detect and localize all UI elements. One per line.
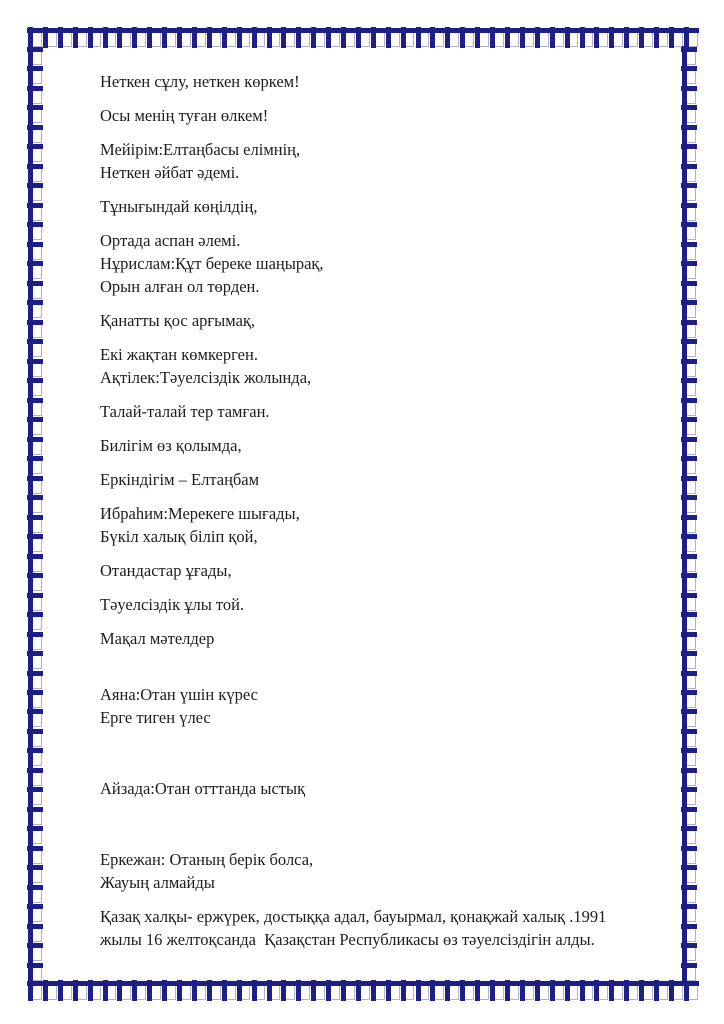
gamma-bracket-icon: [520, 28, 534, 47]
gamma-bracket-icon: [386, 981, 400, 1000]
gamma-bracket-icon: [682, 320, 696, 338]
gamma-bracket-icon: [682, 437, 696, 455]
gamma-bracket-icon: [682, 651, 696, 669]
gamma-bracket-icon: [28, 554, 42, 572]
gamma-bracket-icon: [43, 28, 57, 47]
gamma-bracket-icon: [192, 28, 206, 47]
gamma-bracket-icon: [475, 28, 489, 47]
gamma-bracket-icon: [401, 28, 415, 47]
gamma-bracket-icon: [28, 456, 42, 474]
gamma-bracket-icon: [28, 515, 42, 533]
gamma-bracket-icon: [28, 28, 42, 47]
text-line: Еркежан: Отаның берік болса,: [100, 850, 314, 869]
paragraph: [100, 343, 654, 389]
text-line: Еркіндігім – Елтаңбам: [100, 470, 260, 489]
gamma-bracket-icon: [28, 748, 42, 766]
gamma-bracket-icon: [682, 865, 696, 883]
page-border-bottom: [28, 981, 698, 1001]
gamma-bracket-icon: [654, 28, 668, 47]
gamma-bracket-icon: [430, 28, 444, 47]
gamma-bracket-icon: [28, 86, 42, 104]
text-line: Ибраһим:Мерекеге шығады,: [100, 504, 300, 523]
gamma-bracket-icon: [132, 28, 146, 47]
gamma-bracket-icon: [28, 105, 42, 123]
gamma-bracket-icon: [28, 261, 42, 279]
gamma-bracket-icon: [445, 28, 459, 47]
paragraph: [100, 468, 654, 491]
gamma-bracket-icon: [28, 690, 42, 708]
gamma-bracket-icon: [682, 378, 696, 396]
gamma-bracket-icon: [28, 66, 42, 84]
gamma-bracket-icon: [28, 476, 42, 494]
gamma-bracket-icon: [28, 981, 42, 1000]
gamma-bracket-icon: [162, 28, 176, 47]
gamma-bracket-icon: [682, 924, 696, 942]
gamma-bracket-icon: [490, 981, 504, 1000]
gamma-bracket-icon: [267, 28, 281, 47]
paragraph: [100, 309, 654, 332]
gamma-bracket-icon: [669, 981, 683, 1000]
gamma-bracket-icon: [594, 28, 608, 47]
gamma-bracket-icon: [28, 47, 42, 65]
text-line: Нұрислам:Құт береке шаңырақ,: [100, 254, 324, 273]
gamma-bracket-icon: [682, 904, 696, 922]
gamma-bracket-icon: [682, 632, 696, 650]
gamma-bracket-icon: [682, 398, 696, 416]
gamma-bracket-icon: [88, 28, 102, 47]
gamma-bracket-icon: [682, 86, 696, 104]
gamma-bracket-icon: [356, 981, 370, 1000]
gamma-bracket-icon: [386, 28, 400, 47]
gamma-bracket-icon: [682, 281, 696, 299]
gamma-bracket-icon: [192, 981, 206, 1000]
text-line: Мейірім:Елтаңбасы елімнің,: [100, 140, 301, 159]
text-line: Тәуелсіздік ұлы той.: [100, 595, 245, 614]
text-line: Екі жақтан көмкерген.: [100, 345, 258, 364]
gamma-bracket-icon: [28, 125, 42, 143]
paragraph: [100, 627, 654, 650]
gamma-bracket-icon: [28, 437, 42, 455]
gamma-bracket-icon: [682, 66, 696, 84]
gamma-bracket-icon: [682, 47, 696, 65]
gamma-bracket-icon: [682, 943, 696, 961]
text-line: Талай-талай тер тамған.: [100, 402, 270, 421]
gamma-bracket-icon: [207, 981, 221, 1000]
text-line: Бүкіл халық біліп қой,: [100, 527, 258, 546]
text-line: Отандастар ұғады,: [100, 561, 232, 580]
gamma-bracket-icon: [356, 28, 370, 47]
page-border-left: [28, 47, 44, 981]
gamma-bracket-icon: [28, 632, 42, 650]
gamma-bracket-icon: [682, 885, 696, 903]
text-line: Аяна:Отан үшін күрес: [100, 685, 258, 704]
gamma-bracket-icon: [28, 495, 42, 513]
gamma-bracket-icon: [28, 787, 42, 805]
gamma-bracket-icon: [28, 534, 42, 552]
paragraph: [100, 848, 654, 894]
gamma-bracket-icon: [222, 981, 236, 1000]
gamma-bracket-icon: [654, 981, 668, 1000]
gamma-bracket-icon: [237, 981, 251, 1000]
gamma-bracket-icon: [580, 28, 594, 47]
paragraph: [100, 229, 654, 298]
gamma-bracket-icon: [682, 300, 696, 318]
paragraph: [100, 777, 654, 800]
gamma-bracket-icon: [28, 339, 42, 357]
gamma-bracket-icon: [682, 534, 696, 552]
gamma-bracket-icon: [43, 981, 57, 1000]
gamma-bracket-icon: [682, 476, 696, 494]
gamma-bracket-icon: [28, 573, 42, 591]
document-body: [100, 70, 654, 951]
gamma-bracket-icon: [682, 690, 696, 708]
gamma-bracket-icon: [682, 787, 696, 805]
gamma-bracket-icon: [550, 28, 564, 47]
text-line: жылы 16 желтоқсанда Қазақстан Республикасы өз тәуелсіздігін алды.: [100, 930, 595, 949]
gamma-bracket-icon: [594, 981, 608, 1000]
gamma-bracket-icon: [28, 963, 42, 981]
gamma-bracket-icon: [252, 981, 266, 1000]
gamma-bracket-icon: [565, 981, 579, 1000]
gamma-bracket-icon: [103, 981, 117, 1000]
gamma-bracket-icon: [28, 378, 42, 396]
gamma-bracket-icon: [132, 981, 146, 1000]
gamma-bracket-icon: [162, 981, 176, 1000]
gamma-bracket-icon: [28, 826, 42, 844]
gamma-bracket-icon: [117, 981, 131, 1000]
paragraph: [100, 683, 654, 729]
gamma-bracket-icon: [207, 28, 221, 47]
gamma-bracket-icon: [281, 28, 295, 47]
gamma-bracket-icon: [296, 981, 310, 1000]
gamma-bracket-icon: [682, 573, 696, 591]
paragraph: [100, 195, 654, 218]
gamma-bracket-icon: [682, 846, 696, 864]
gamma-bracket-icon: [535, 981, 549, 1000]
gamma-bracket-icon: [535, 28, 549, 47]
gamma-bracket-icon: [28, 709, 42, 727]
gamma-bracket-icon: [28, 612, 42, 630]
gamma-bracket-icon: [490, 28, 504, 47]
gamma-bracket-icon: [430, 981, 444, 1000]
gamma-bracket-icon: [682, 456, 696, 474]
gamma-bracket-icon: [682, 417, 696, 435]
gamma-bracket-icon: [28, 164, 42, 182]
gamma-bracket-icon: [682, 729, 696, 747]
gamma-bracket-icon: [682, 612, 696, 630]
gamma-bracket-icon: [311, 981, 325, 1000]
gamma-bracket-icon: [28, 924, 42, 942]
gamma-bracket-icon: [28, 768, 42, 786]
gamma-bracket-icon: [58, 981, 72, 1000]
page-border-top: [28, 28, 698, 48]
gamma-bracket-icon: [371, 981, 385, 1000]
paragraph: [100, 905, 654, 951]
gamma-bracket-icon: [103, 28, 117, 47]
gamma-bracket-icon: [682, 359, 696, 377]
gamma-bracket-icon: [475, 981, 489, 1000]
gamma-bracket-icon: [28, 885, 42, 903]
gamma-bracket-icon: [682, 963, 696, 981]
paragraph: [100, 593, 654, 616]
gamma-bracket-icon: [28, 651, 42, 669]
gamma-bracket-icon: [326, 28, 340, 47]
gamma-bracket-icon: [58, 28, 72, 47]
gamma-bracket-icon: [237, 28, 251, 47]
gamma-bracket-icon: [682, 261, 696, 279]
gamma-bracket-icon: [682, 671, 696, 689]
gamma-bracket-icon: [341, 28, 355, 47]
text-line: Неткен әйбат әдемі.: [100, 163, 240, 182]
gamma-bracket-icon: [28, 300, 42, 318]
gamma-bracket-icon: [684, 28, 698, 47]
gamma-bracket-icon: [28, 222, 42, 240]
gamma-bracket-icon: [28, 183, 42, 201]
gamma-bracket-icon: [73, 28, 87, 47]
gamma-bracket-icon: [311, 28, 325, 47]
gamma-bracket-icon: [639, 28, 653, 47]
paragraph: [100, 434, 654, 457]
text-line: Ерге тиген үлес: [100, 708, 211, 727]
gamma-bracket-icon: [682, 807, 696, 825]
text-line: Қанатты қос арғымақ,: [100, 311, 256, 330]
gamma-bracket-icon: [73, 981, 87, 1000]
gamma-bracket-icon: [28, 242, 42, 260]
gamma-bracket-icon: [88, 981, 102, 1000]
text-line: Неткен сұлу, неткен көркем!: [100, 72, 300, 91]
gamma-bracket-icon: [147, 981, 161, 1000]
gamma-bracket-icon: [682, 164, 696, 182]
gamma-bracket-icon: [28, 729, 42, 747]
gamma-bracket-icon: [28, 398, 42, 416]
gamma-bracket-icon: [252, 28, 266, 47]
gamma-bracket-icon: [550, 981, 564, 1000]
gamma-bracket-icon: [580, 981, 594, 1000]
gamma-bracket-icon: [117, 28, 131, 47]
gamma-bracket-icon: [28, 417, 42, 435]
gamma-bracket-icon: [28, 865, 42, 883]
paragraph: [100, 70, 654, 93]
gamma-bracket-icon: [682, 242, 696, 260]
page-border-right: [682, 47, 698, 981]
gamma-bracket-icon: [624, 981, 638, 1000]
gamma-bracket-icon: [624, 28, 638, 47]
gamma-bracket-icon: [639, 981, 653, 1000]
gamma-bracket-icon: [682, 593, 696, 611]
text-line: Ақтілек:Тәуелсіздік жолында,: [100, 368, 312, 387]
gamma-bracket-icon: [682, 515, 696, 533]
gamma-bracket-icon: [682, 183, 696, 201]
gamma-bracket-icon: [460, 28, 474, 47]
text-line: Ортада аспан әлемі.: [100, 231, 241, 250]
gamma-bracket-icon: [28, 144, 42, 162]
gamma-bracket-icon: [460, 981, 474, 1000]
gamma-bracket-icon: [505, 28, 519, 47]
text-line: Орын алған ол төрден.: [100, 277, 260, 296]
text-line: Осы менің туған өлкем!: [100, 106, 269, 125]
gamma-bracket-icon: [445, 981, 459, 1000]
gamma-bracket-icon: [341, 981, 355, 1000]
text-line: Жауың алмайды: [100, 873, 215, 892]
gamma-bracket-icon: [505, 981, 519, 1000]
paragraph: [100, 559, 654, 582]
text-line: Тұнығындай көңілдің,: [100, 197, 258, 216]
gamma-bracket-icon: [177, 981, 191, 1000]
gamma-bracket-icon: [682, 222, 696, 240]
gamma-bracket-icon: [682, 554, 696, 572]
gamma-bracket-icon: [682, 495, 696, 513]
gamma-bracket-icon: [520, 981, 534, 1000]
gamma-bracket-icon: [267, 981, 281, 1000]
gamma-bracket-icon: [222, 28, 236, 47]
text-line: Билігім өз қолымда,: [100, 436, 242, 455]
gamma-bracket-icon: [296, 28, 310, 47]
gamma-bracket-icon: [28, 320, 42, 338]
gamma-bracket-icon: [147, 28, 161, 47]
gamma-bracket-icon: [609, 981, 623, 1000]
gamma-bracket-icon: [682, 125, 696, 143]
gamma-bracket-icon: [682, 748, 696, 766]
gamma-bracket-icon: [682, 709, 696, 727]
gamma-bracket-icon: [28, 281, 42, 299]
paragraph: [100, 138, 654, 184]
text-line: Мақал мәтелдер: [100, 629, 215, 648]
gamma-bracket-icon: [28, 671, 42, 689]
gamma-bracket-icon: [682, 826, 696, 844]
gamma-bracket-icon: [416, 981, 430, 1000]
text-line: Қазақ халқы- ержүрек, достыққа адал, бауырмал, қонақжай халық .1991: [100, 907, 607, 926]
gamma-bracket-icon: [28, 904, 42, 922]
text-line: Айзада:Отан отттанда ыстық: [100, 779, 306, 798]
gamma-bracket-icon: [28, 943, 42, 961]
paragraph: [100, 400, 654, 423]
paragraph: [100, 502, 654, 548]
gamma-bracket-icon: [401, 981, 415, 1000]
gamma-bracket-icon: [28, 846, 42, 864]
gamma-bracket-icon: [28, 203, 42, 221]
gamma-bracket-icon: [669, 28, 683, 47]
gamma-bracket-icon: [682, 768, 696, 786]
gamma-bracket-icon: [682, 105, 696, 123]
gamma-bracket-icon: [684, 981, 698, 1000]
gamma-bracket-icon: [682, 339, 696, 357]
gamma-bracket-icon: [565, 28, 579, 47]
gamma-bracket-icon: [682, 144, 696, 162]
gamma-bracket-icon: [28, 593, 42, 611]
gamma-bracket-icon: [682, 203, 696, 221]
paragraph: [100, 104, 654, 127]
gamma-bracket-icon: [28, 807, 42, 825]
gamma-bracket-icon: [177, 28, 191, 47]
gamma-bracket-icon: [416, 28, 430, 47]
gamma-bracket-icon: [28, 359, 42, 377]
gamma-bracket-icon: [371, 28, 385, 47]
gamma-bracket-icon: [609, 28, 623, 47]
gamma-bracket-icon: [326, 981, 340, 1000]
gamma-bracket-icon: [281, 981, 295, 1000]
